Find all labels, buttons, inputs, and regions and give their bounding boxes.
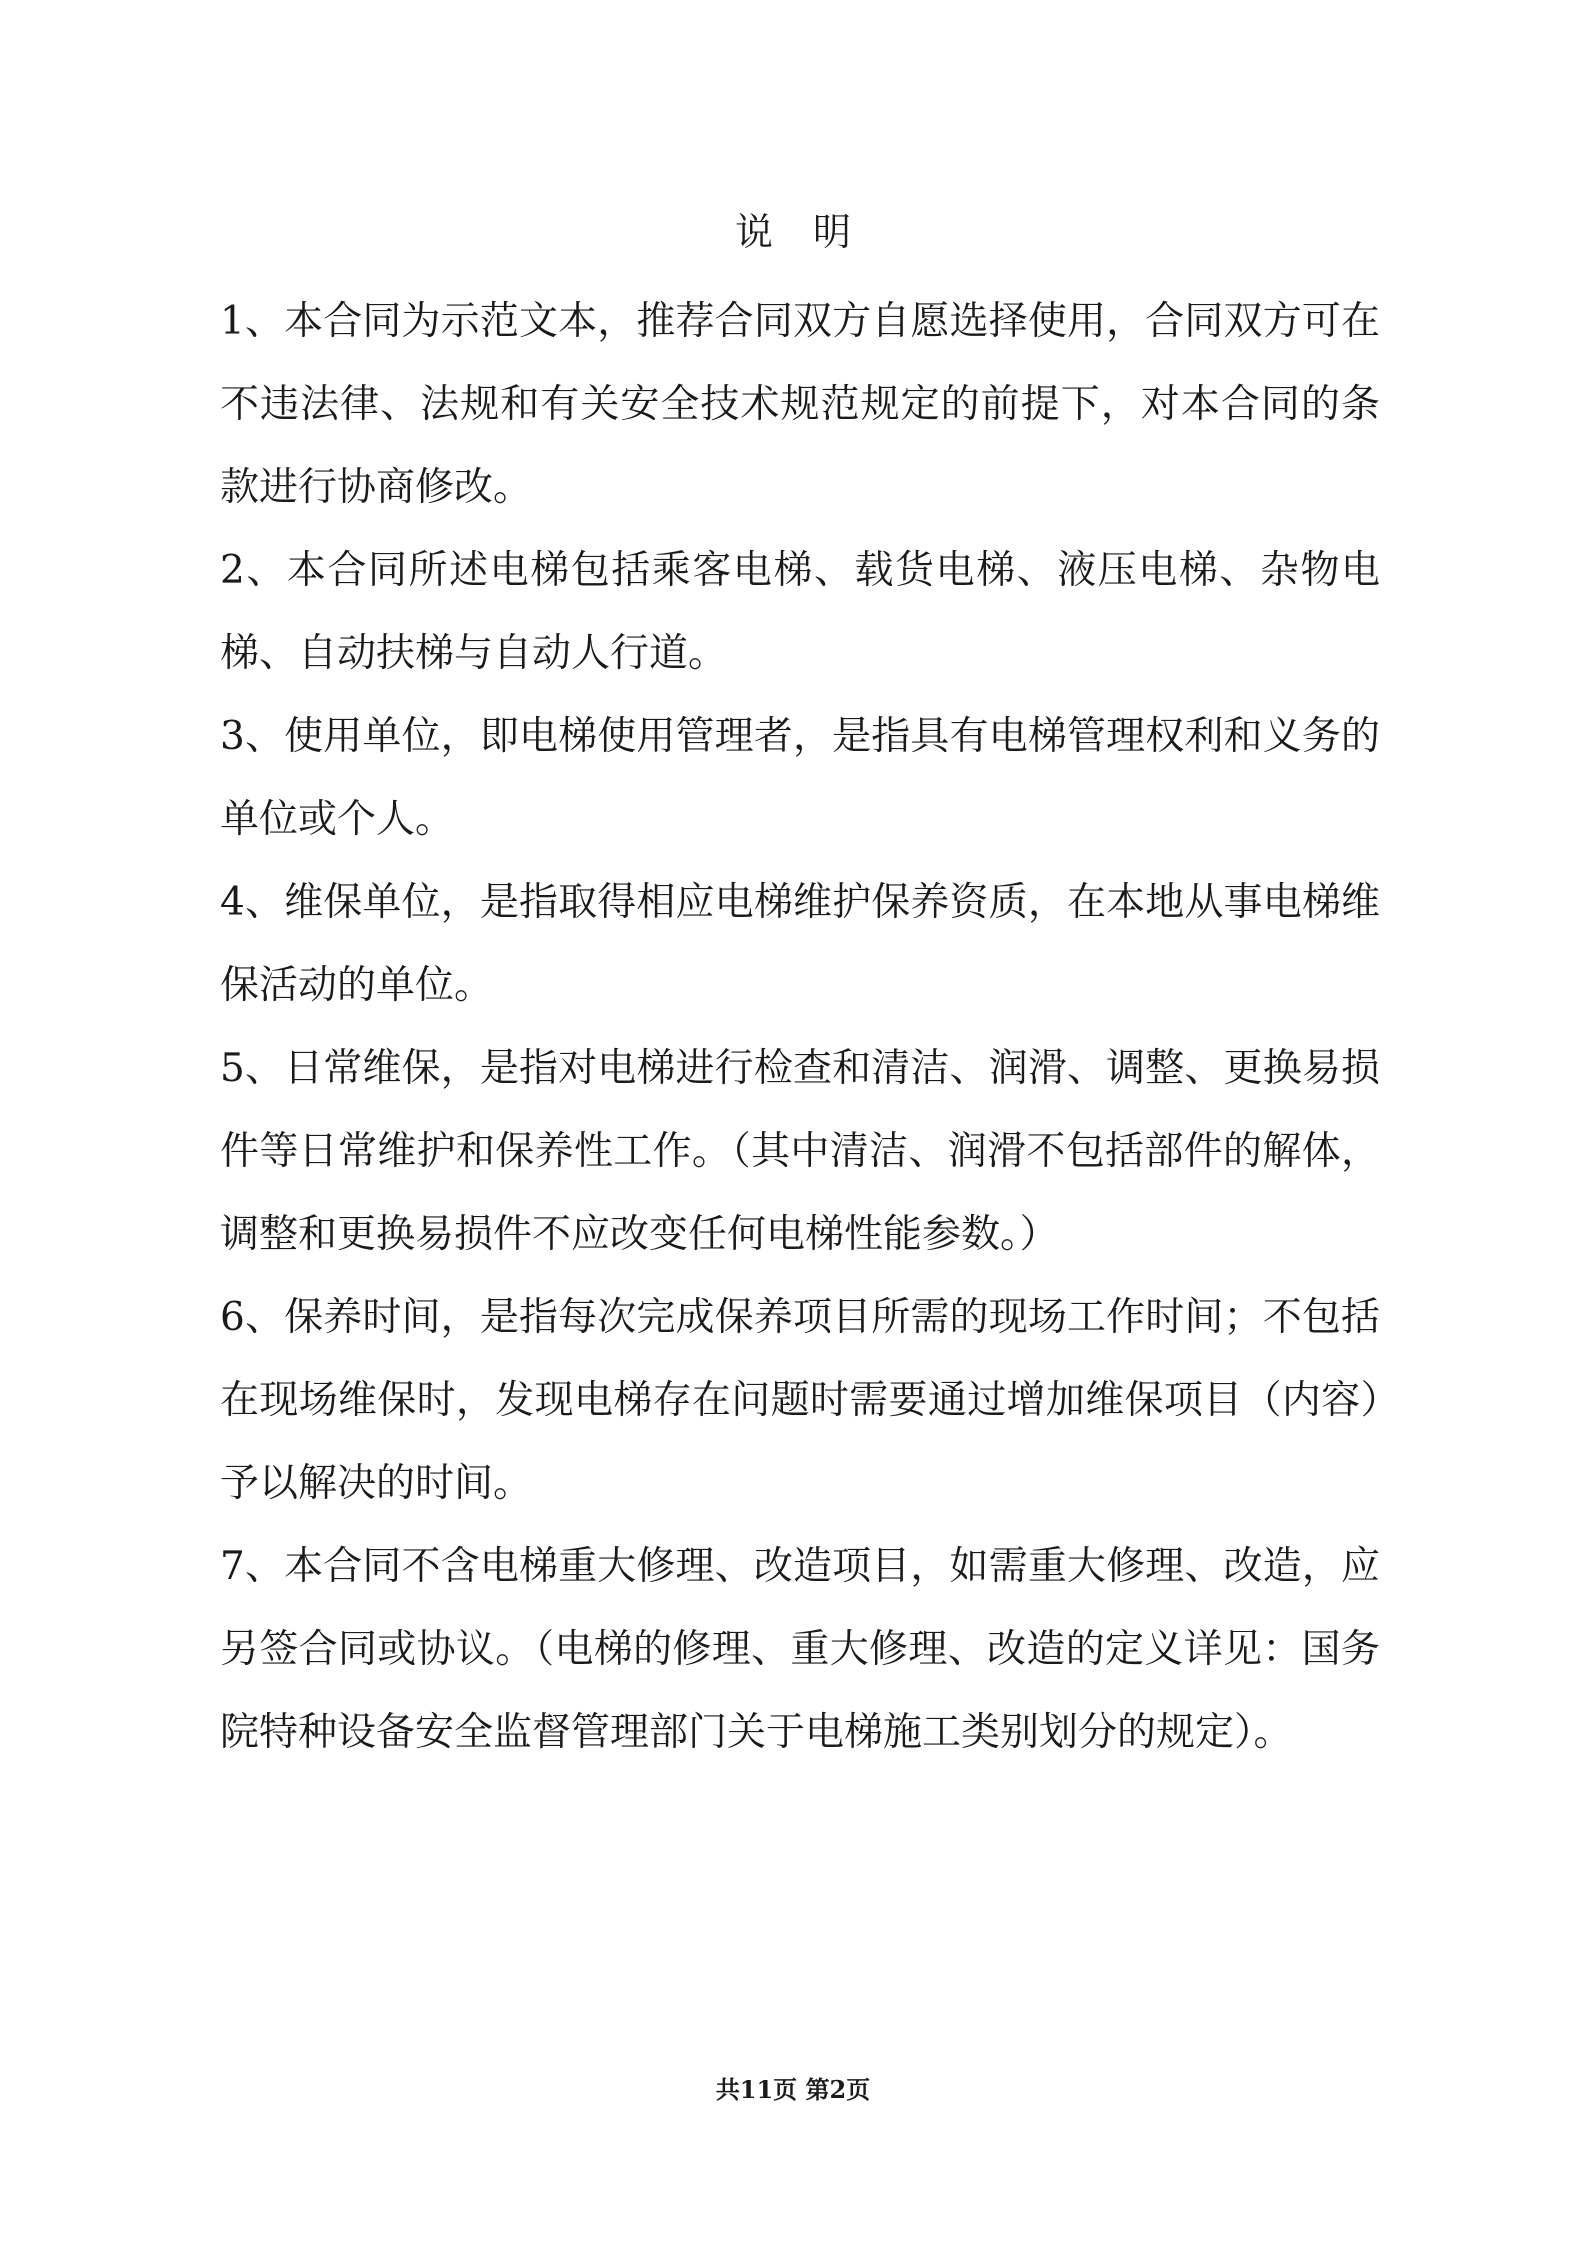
paragraph-6: 6、保养时间，是指每次完成保养项目所需的现场工作时间；不包括在现场维保时，发现电梯存在问题时需要通过增加维保项目（内容）予以解决的时间。 [220,1295,1380,1506]
paragraph-1: 1、本合同为示范文本，推荐合同双方自愿选择使用，合同双方可在不违法律、法规和有关安全技术规范规定的前提下，对本合同的条款进行协商修改。 [220,299,1380,510]
paragraph-5: 5、日常维保，是指对电梯进行检查和清洁、润滑、调整、更换易损件等日常维护和保养性工作。（其中清洁、润滑不包括部件的解体，调整和更换易损件不应改变任何电梯性能参数。） [220,1046,1380,1257]
paragraph-2: 2、本合同所述电梯包括乘客电梯、载货电梯、液压电梯、杂物电梯、自动扶梯与自动人行道。 [220,548,1380,676]
page-title: 说明 [734,210,891,254]
paragraph-7: 7、本合同不含电梯重大修理、改造项目，如需重大修理、改造，应另签合同或协议。（电梯的修理、重大修理、改造的定义详见：国务院特种设备安全监督管理部门关于电梯施工类别划分的规定）。 [220,1544,1380,1755]
page-footer: 共11页 第2页 [715,2075,871,2104]
paragraph-3: 3、使用单位，即电梯使用管理者，是指具有电梯管理权利和义务的单位或个人。 [220,714,1380,842]
paragraph-4: 4、维保单位，是指取得相应电梯维护保养资质，在本地从事电梯维保活动的单位。 [220,880,1380,1008]
document-body [220,280,1380,1774]
